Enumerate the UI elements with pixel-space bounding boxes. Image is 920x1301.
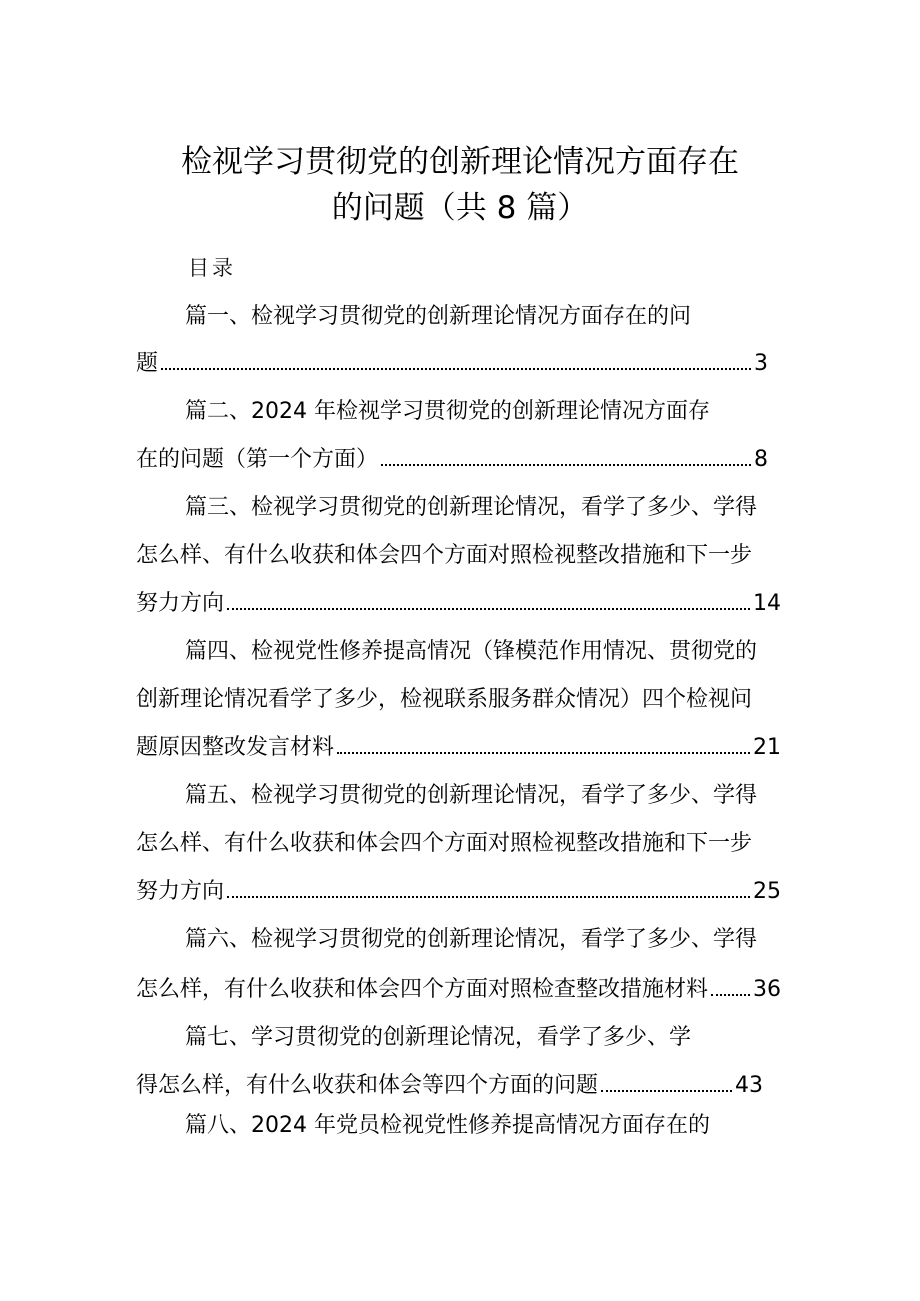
toc-entry-3-page: 14 xyxy=(753,591,781,616)
toc-entry-2-page: 8 xyxy=(754,447,768,472)
toc-entry-7-leader[interactable] xyxy=(136,1071,763,1101)
document-title-line-2: 的问题（共 8 篇） xyxy=(331,190,589,226)
toc-entry-4-tail: 题原因整改发言材料 xyxy=(136,735,335,760)
toc-entry-3-title[interactable]: 篇三、检视学习贯彻党的创新理论情况，看学了多少、学得 xyxy=(185,495,758,520)
toc-entry-3-line-2[interactable]: 怎么样、有什么收获和体会四个方面对照检视整改措施和下一步 xyxy=(136,543,753,568)
toc-entry-5-title[interactable]: 篇五、检视学习贯彻党的创新理论情况，看学了多少、学得 xyxy=(185,783,758,808)
toc-entry-5-line-2[interactable]: 怎么样、有什么收获和体会四个方面对照检视整改措施和下一步 xyxy=(136,831,753,856)
toc-entry-1-tail: 题 xyxy=(136,351,159,376)
toc-entry-2-title[interactable]: 篇二、2024 年检视学习贯彻党的创新理论情况方面存 xyxy=(185,399,710,424)
toc-entry-6-leader[interactable] xyxy=(136,975,781,1005)
document-title-line-1: 检视学习贯彻党的创新理论情况方面存在 xyxy=(181,144,739,180)
toc-entry-2-tail: 在的问题（第一个方面） xyxy=(136,447,379,472)
toc-entry-7-tail: 得怎么样，有什么收获和体会等四个方面的问题 xyxy=(136,1073,599,1098)
toc-entry-1-page: 3 xyxy=(754,351,768,376)
toc-entry-3-tail: 努力方向 xyxy=(136,591,225,616)
toc-entry-1-title[interactable]: 篇一、检视学习贯彻党的创新理论情况方面存在的问 xyxy=(185,304,692,329)
dot-leader xyxy=(337,752,750,754)
dot-leader xyxy=(711,994,750,996)
toc-entry-4-title[interactable]: 篇四、检视党性修养提高情况（锋模范作用情况、贯彻党的 xyxy=(185,639,758,664)
toc-entry-2-leader[interactable] xyxy=(136,445,768,475)
dot-leader xyxy=(381,464,751,466)
dot-leader xyxy=(601,1090,732,1092)
dot-leader xyxy=(227,896,750,898)
toc-entry-5-page: 25 xyxy=(753,879,781,904)
toc-heading: 目录 xyxy=(188,256,236,280)
toc-entry-4-page: 21 xyxy=(753,735,781,760)
toc-entry-4-line-2[interactable]: 创新理论情况看学了多少，检视联系服务群众情况）四个检视问 xyxy=(136,687,753,712)
toc-entry-5-leader[interactable] xyxy=(136,877,781,907)
toc-entry-5-tail: 努力方向 xyxy=(136,879,225,904)
toc-entry-4-leader[interactable] xyxy=(136,733,781,763)
dot-leader xyxy=(161,368,751,370)
toc-entry-6-tail: 怎么样，有什么收获和体会四个方面对照检查整改措施材料 xyxy=(136,977,709,1002)
toc-entry-7-title[interactable]: 篇七、学习贯彻党的创新理论情况，看学了多少、学 xyxy=(185,1025,692,1050)
toc-entry-3-leader[interactable] xyxy=(136,589,781,619)
toc-entry-6-page: 36 xyxy=(753,977,781,1002)
toc-entry-1-leader[interactable] xyxy=(136,349,768,379)
dot-leader xyxy=(227,608,750,610)
toc-entry-6-title[interactable]: 篇六、检视学习贯彻党的创新理论情况，看学了多少、学得 xyxy=(185,927,758,952)
toc-entry-7-page: 43 xyxy=(735,1073,763,1098)
toc-entry-8-title[interactable]: 篇八、2024 年党员检视党性修养提高情况方面存在的 xyxy=(185,1113,710,1138)
